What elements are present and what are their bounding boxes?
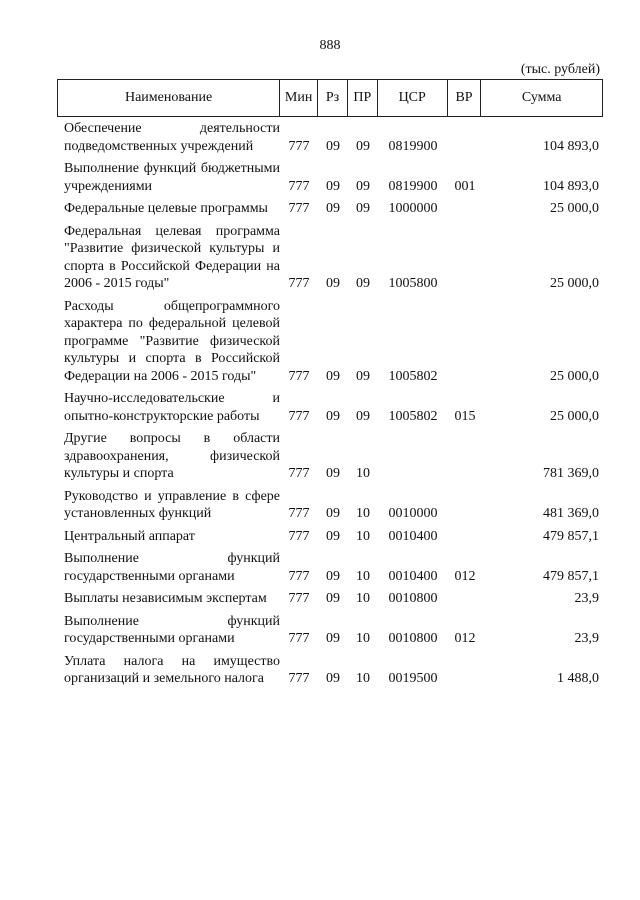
row-pr: 10 (356, 528, 370, 544)
header-csr: ЦСР (378, 80, 448, 116)
header-min: Мин (280, 80, 318, 116)
row-rz: 09 (326, 528, 340, 544)
row-rz: 09 (326, 408, 340, 424)
row-csr: 0819900 (388, 178, 438, 194)
row-pr: 10 (356, 568, 370, 584)
row-sum: 25 000,0 (550, 276, 599, 291)
row-rz: 09 (326, 201, 340, 216)
row-vr: 012 (454, 631, 476, 646)
row-csr: 1000000 (388, 201, 438, 216)
row-min: 777 (288, 506, 310, 521)
row-rz: 09 (326, 631, 340, 646)
table-row (57, 590, 603, 608)
row-name: Уплата налога на имущество организаций и земельного налога (64, 653, 280, 686)
row-name: Выплаты независимым экспертам (64, 591, 267, 606)
row-rz: 09 (326, 568, 340, 584)
row-sum: 481 369,0 (543, 506, 599, 521)
row-min: 777 (288, 528, 310, 544)
row-name: Руководство и управление в сфере установленных функций (64, 488, 280, 521)
row-csr: 1005800 (388, 276, 438, 291)
header-name: Наименование (58, 80, 280, 116)
table-row (57, 120, 603, 155)
header-pr: ПР (348, 80, 378, 116)
row-name: Выполнение функций государственными органами (64, 551, 280, 584)
row-sum: 479 857,1 (543, 568, 599, 584)
page-number: 888 (319, 38, 341, 53)
row-csr: 1005802 (388, 368, 438, 384)
row-vr: 012 (454, 568, 476, 584)
row-vr: 001 (454, 178, 476, 194)
row-rz: 09 (326, 506, 340, 521)
row-min: 777 (288, 138, 310, 154)
row-name: Центральный аппарат (64, 528, 195, 544)
row-csr: 0010800 (388, 631, 438, 646)
row-name: Выполнение функций бюджетными учреждениями (64, 161, 280, 194)
row-name: Федеральные целевые программы (64, 201, 268, 216)
row-csr: 0010800 (388, 591, 438, 606)
table-header (57, 79, 603, 117)
row-vr: 015 (454, 408, 476, 424)
table-row (57, 528, 603, 546)
table-row (57, 488, 603, 523)
row-pr: 09 (356, 368, 370, 384)
row-min: 777 (288, 568, 310, 584)
row-sum: 104 893,0 (543, 138, 599, 154)
table-row (57, 613, 603, 648)
row-rz: 09 (326, 276, 340, 291)
row-csr: 0819900 (388, 138, 438, 154)
row-pr: 10 (356, 631, 370, 646)
table-row (57, 160, 603, 195)
row-min: 777 (288, 276, 310, 291)
row-sum: 781 369,0 (543, 466, 599, 481)
row-sum: 1 488,0 (557, 671, 599, 686)
table-row (57, 298, 603, 386)
table-row (57, 550, 603, 585)
row-sum: 23,9 (574, 631, 599, 646)
row-name: Обеспечение деятельности подведомственных учреждений (64, 121, 280, 154)
row-pr: 10 (356, 506, 370, 521)
row-min: 777 (288, 671, 310, 686)
row-rz: 09 (326, 138, 340, 154)
row-rz: 09 (326, 591, 340, 606)
row-rz: 09 (326, 178, 340, 194)
table-row (57, 223, 603, 293)
header-vr: ВР (448, 80, 482, 116)
row-pr: 10 (356, 591, 370, 606)
table-row (57, 430, 603, 483)
row-name: Другие вопросы в области здравоохранения, физической культуры и спорта (64, 431, 280, 481)
row-csr: 0010400 (388, 568, 438, 584)
table-row (57, 390, 603, 425)
row-pr: 09 (356, 201, 370, 216)
row-name: Научно-исследовательские и опытно-конструкторские работы (64, 391, 280, 424)
row-pr: 09 (356, 138, 370, 154)
row-min: 777 (288, 631, 310, 646)
row-rz: 09 (326, 368, 340, 384)
table-row (57, 653, 603, 688)
header-rz: Рз (318, 80, 348, 116)
row-name: Выполнение функций государственными органами (64, 613, 280, 646)
header-sum: Сумма (521, 90, 562, 105)
row-pr: 09 (356, 276, 370, 291)
row-min: 777 (288, 591, 310, 606)
row-sum: 25 000,0 (550, 368, 599, 384)
row-name: Расходы общепрограммного характера по федеральной целевой программе "Развитие физической культуры и спорта в Российской Федерации на 2006 - 2015 годы" (64, 298, 280, 384)
row-rz: 09 (326, 671, 340, 686)
row-sum: 25 000,0 (550, 408, 599, 424)
row-min: 777 (288, 201, 310, 216)
row-pr: 09 (356, 408, 370, 424)
row-min: 777 (288, 408, 310, 424)
row-sum: 23,9 (574, 591, 599, 606)
row-csr: 0010000 (388, 506, 438, 521)
row-sum: 25 000,0 (550, 201, 599, 216)
row-sum: 104 893,0 (543, 178, 599, 194)
row-name: Федеральная целевая программа "Развитие физической культуры и спорта в Российской Федерации на 2006 - 2015 годы" (64, 223, 280, 291)
row-csr: 0019500 (388, 671, 438, 686)
row-min: 777 (288, 178, 310, 194)
units-note: (тыс. рублей) (520, 62, 600, 77)
row-sum: 479 857,1 (543, 528, 599, 544)
table-body (57, 120, 603, 693)
row-pr: 10 (356, 671, 370, 686)
row-min: 777 (288, 466, 310, 481)
table-row (57, 200, 603, 218)
row-pr: 10 (356, 466, 370, 481)
row-csr: 0010400 (388, 528, 438, 544)
row-csr: 1005802 (388, 408, 438, 424)
row-min: 777 (288, 368, 310, 384)
row-pr: 09 (356, 178, 370, 194)
row-rz: 09 (326, 466, 340, 481)
